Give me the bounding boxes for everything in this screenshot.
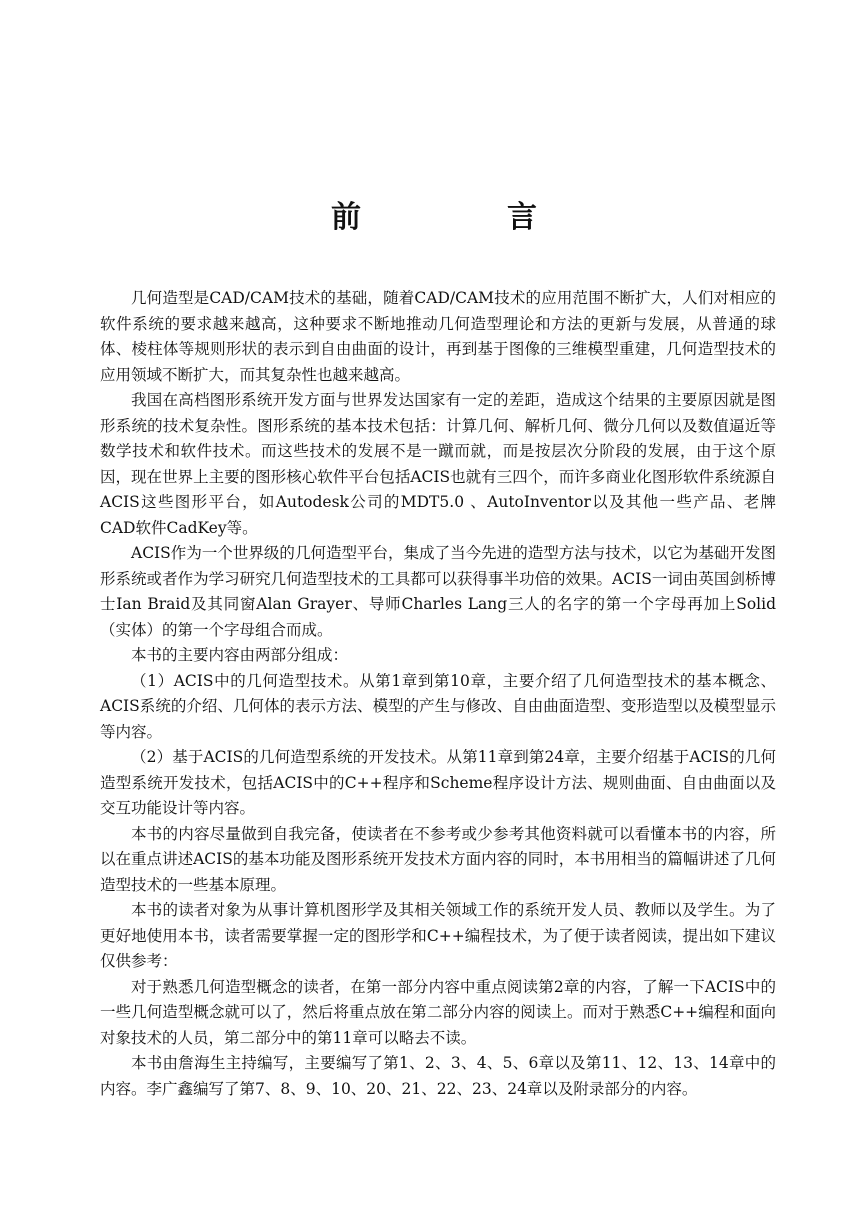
paragraph-5: （1）ACIS中的几何造型技术。从第1章到第10章，主要介绍了几何造型技术的基本概念、ACIS系统的介绍、几何体的表示方法、模型的产生与修改、自由曲面造型、变形造型以及模型显示等内容。	[100, 671, 776, 741]
paragraph-6: （2）基于ACIS的几何造型系统的开发技术。从第11章到第24章，主要介绍基于ACIS的几何造型系统开发技术，包括ACIS中的C++程序和Scheme程序设计方法、规则曲面、自由曲面以及交互功能设计等内容。	[100, 748, 776, 817]
paragraph-8: 本书的读者对象为从事计算机图形学及其相关领域工作的系统开发人员、教师以及学生。为了更好地使用本书，读者需要掌握一定的图形学和C++编程技术，为了便于读者阅读，提出如下建议仅供参考：	[100, 901, 776, 970]
paragraph-3: ACIS作为一个世界级的几何造型平台，集成了当今先进的造型方法与技术，以它为基础开发图形系统或者作为学习研究几何造型技术的工具都可以获得事半功倍的效果。ACIS一词由英国剑桥博士Ian Braid及其同窗Alan Grayer、导师Charles Lang三人的名字的第一个字母再加上Solid（实体）的第一个字母组合而成。	[100, 544, 776, 639]
paragraph-4: 本书的主要内容由两部分组成：	[131, 646, 349, 664]
paragraph-9: 对于熟悉几何造型概念的读者，在第一部分内容中重点阅读第2章的内容，了解一下ACIS中的一些几何造型概念就可以了，然后将重点放在第二部分内容的阅读上。而对于熟悉C++编程和面向对象技术的人员，第二部分中的第11章可以略去不读。	[100, 977, 776, 1047]
body-text	[100, 286, 776, 1102]
paragraph-7: 本书的内容尽量做到自我完备，使读者在不参考或少参考其他资料就可以看懂本书的内容，所以在重点讲述ACIS的基本功能及图形系统开发技术方面内容的同时，本书用相当的篇幅讲述了几何造型技术的一些基本原理。	[100, 824, 776, 894]
paragraph-2: 我国在高档图形系统开发方面与世界发达国家有一定的差距，造成这个结果的主要原因就是图形系统的技术复杂性。图形系统的基本技术包括：计算几何、解析几何、微分几何以及数值逼近等数学技术和软件技术。而这些技术的发展不是一蹴而就，而是按层次分阶段的发展，由于这个原因，现在世界上主要的图形核心软件平台包括ACIS也就有三四个，而许多商业化图形软件系统源自ACIS这些图形平台，如Autodesk公司的MDT5.0 、AutoInventor以及其他一些产品、老牌CAD软件CadKey等。	[100, 391, 776, 537]
paragraph-10: 本书由詹海生主持编写，主要编写了第1、2、3、4、5、6章以及第11、12、13、14章中的内容。李广鑫编写了第7、8、9、10、20、21、22、23、24章以及附录部分的内容。	[100, 1054, 776, 1098]
page-title: 前 言	[331, 200, 595, 235]
paragraph-1: 几何造型是CAD/CAM技术的基础，随着CAD/CAM技术的应用范围不断扩大，人们对相应的软件系统的要求越来越高，这种要求不断地推动几何造型理论和方法的更新与发展，从普通的球体、棱柱体等规则形状的表示到自由曲面的设计，再到基于图像的三维模型重建，几何造型技术的应用领域不断扩大，而其复杂性也越来越高。	[100, 289, 776, 384]
